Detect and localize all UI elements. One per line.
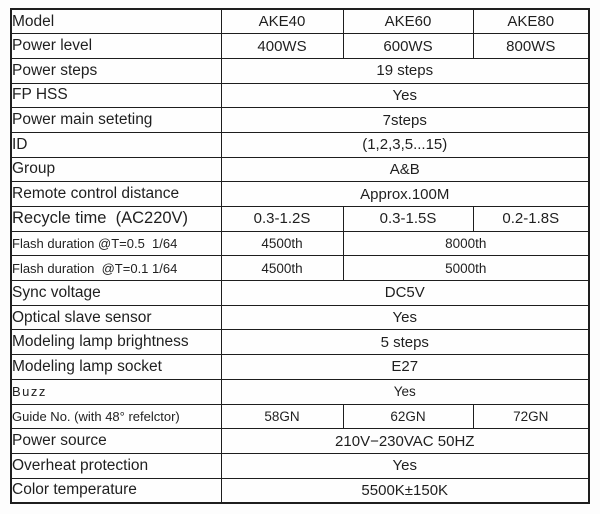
row-value: DC5V: [221, 281, 589, 306]
row-value: 4500th: [221, 231, 343, 256]
row-value: A&B: [221, 157, 589, 182]
row-value: Yes: [221, 305, 589, 330]
table-row: [11, 404, 589, 429]
spec-table-body: [11, 9, 589, 503]
table-row: [11, 305, 589, 330]
row-label: Overheat protection: [11, 453, 221, 478]
row-label: Modeling lamp socket: [11, 355, 221, 380]
table-row: [11, 182, 589, 207]
row-label: Flash duration @T=0.5 1/64: [11, 231, 221, 256]
table-row: [11, 429, 589, 454]
row-label: Sync voltage: [11, 281, 221, 306]
row-label: Group: [11, 157, 221, 182]
row-value: 8000th: [343, 231, 589, 256]
row-label: ID: [11, 132, 221, 157]
row-label: Power level: [11, 34, 221, 59]
row-label: Power main seteting: [11, 108, 221, 133]
table-row: [11, 379, 589, 404]
row-value: 5000th: [343, 256, 589, 281]
table-row: [11, 355, 589, 380]
row-label: Buzz: [11, 379, 221, 404]
row-label: FP HSS: [11, 83, 221, 108]
table-row: [11, 132, 589, 157]
row-value: Yes: [221, 453, 589, 478]
row-label: Guide No. (with 48° refelctor): [11, 404, 221, 429]
row-value: Approx.100M: [221, 182, 589, 207]
row-value: AKE60: [343, 9, 473, 34]
table-row: [11, 9, 589, 34]
spec-table: [10, 8, 590, 504]
row-value: 72GN: [473, 404, 589, 429]
row-label: Color temperature: [11, 478, 221, 503]
row-label: Optical slave sensor: [11, 305, 221, 330]
row-value: AKE80: [473, 9, 589, 34]
row-value: 19 steps: [221, 58, 589, 83]
table-row: [11, 256, 589, 281]
row-label: Modeling lamp brightness: [11, 330, 221, 355]
row-label: Flash duration @T=0.1 1/64: [11, 256, 221, 281]
row-value: 5500K±150K: [221, 478, 589, 503]
table-row: [11, 330, 589, 355]
row-label: Model: [11, 9, 221, 34]
row-value: 600WS: [343, 34, 473, 59]
row-value: Yes: [221, 83, 589, 108]
row-value: 210V−230VAC 50HZ: [221, 429, 589, 454]
row-value: 7steps: [221, 108, 589, 133]
row-label: Remote control distance: [11, 182, 221, 207]
row-value: 0.3-1.2S: [221, 207, 343, 232]
row-value: AKE40: [221, 9, 343, 34]
table-row: [11, 207, 589, 232]
table-row: [11, 478, 589, 503]
row-label: Power source: [11, 429, 221, 454]
table-row: [11, 58, 589, 83]
table-row: [11, 34, 589, 59]
row-value: (1,2,3,5...15): [221, 132, 589, 157]
table-row: [11, 453, 589, 478]
row-value: 400WS: [221, 34, 343, 59]
row-value: E27: [221, 355, 589, 380]
row-value: 0.2-1.8S: [473, 207, 589, 232]
row-value: 62GN: [343, 404, 473, 429]
table-row: [11, 281, 589, 306]
row-label: Power steps: [11, 58, 221, 83]
table-row: [11, 231, 589, 256]
row-label: Recycle time (AC220V): [11, 207, 221, 232]
table-row: [11, 108, 589, 133]
row-value: 0.3-1.5S: [343, 207, 473, 232]
row-value: 58GN: [221, 404, 343, 429]
row-value: 4500th: [221, 256, 343, 281]
row-value: 5 steps: [221, 330, 589, 355]
table-row: [11, 157, 589, 182]
table-row: [11, 83, 589, 108]
row-value: Yes: [221, 379, 589, 404]
row-value: 800WS: [473, 34, 589, 59]
